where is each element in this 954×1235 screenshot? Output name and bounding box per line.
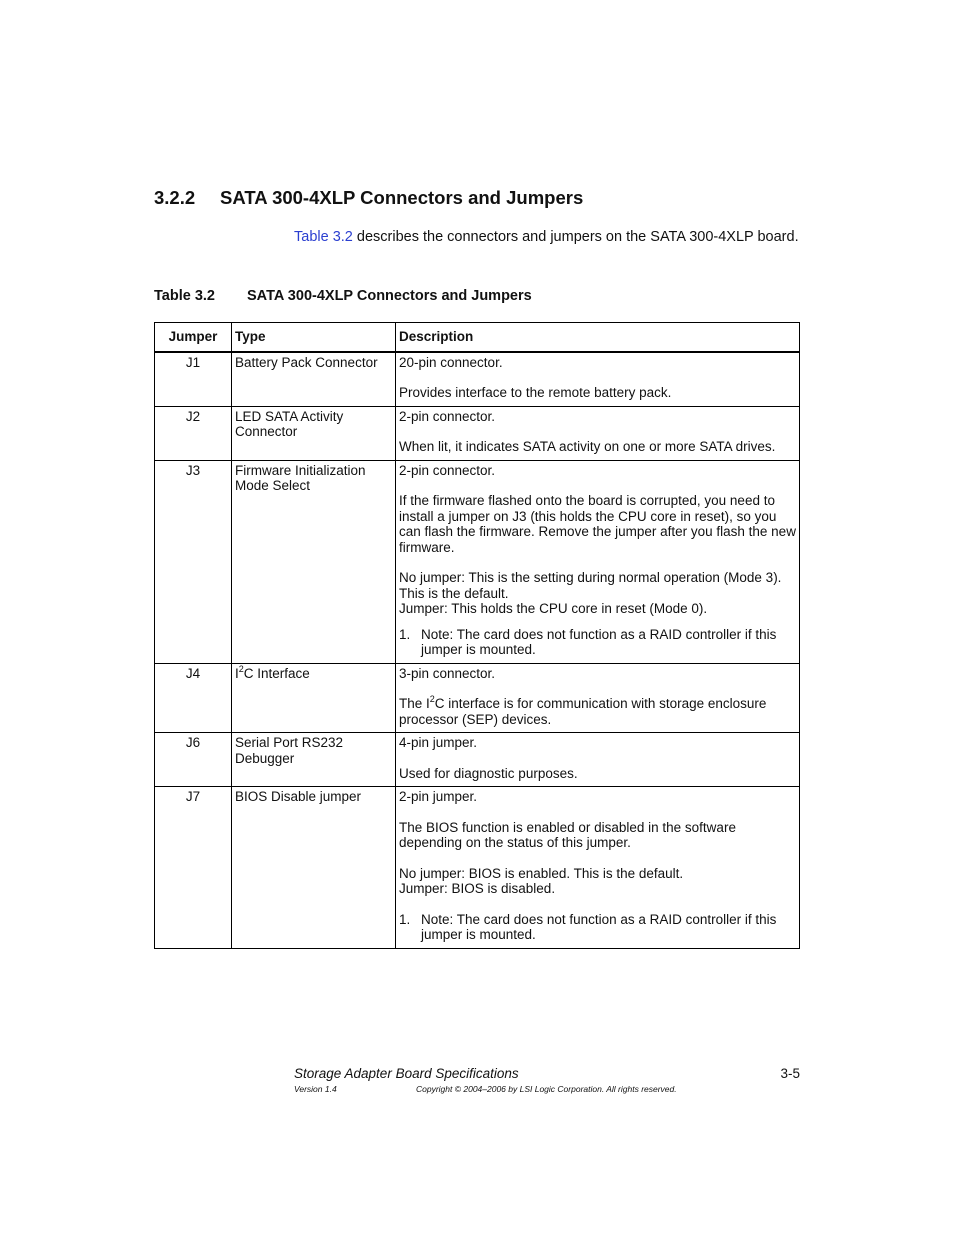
intro-text: describes the connectors and jumpers on the SATA 300-4XLP board. bbox=[352, 229, 799, 245]
type-superscript: 2 bbox=[238, 663, 244, 674]
jumper-cell: J4 bbox=[155, 663, 232, 733]
note-text: Note: The card does not function as a RAID controller if this jumper is mounted. bbox=[421, 626, 777, 657]
note-text: Note: The card does not function as a RAID controller if this jumper is mounted. bbox=[421, 911, 777, 942]
description-line: The BIOS function is enabled or disabled in the software depending on the status of this jumper. bbox=[399, 819, 736, 850]
intro-paragraph bbox=[294, 227, 804, 247]
description-line: No jumper: This is the setting during normal operation (Mode 3). This is the default. bbox=[399, 570, 782, 601]
description-line: 20-pin connector. bbox=[399, 354, 503, 370]
type-cell: LED SATA Activity Connector bbox=[232, 406, 396, 460]
description-line: When lit, it indicates SATA activity on one or more SATA drives. bbox=[399, 439, 776, 454]
table-header-row bbox=[155, 323, 800, 352]
description-cell bbox=[396, 787, 800, 949]
description-superscript: 2 bbox=[429, 694, 435, 704]
connectors-table bbox=[154, 322, 800, 949]
description-line: 2-pin connector. bbox=[399, 462, 496, 478]
type-cell: Serial Port RS232 Debugger bbox=[232, 733, 396, 787]
section-number: 3.2.2 bbox=[154, 187, 196, 208]
table-row bbox=[155, 352, 800, 407]
description-cell bbox=[396, 460, 800, 663]
header-description: Description bbox=[396, 323, 800, 352]
table-row bbox=[155, 663, 800, 733]
type-cell bbox=[232, 663, 396, 733]
footer-page-number: 3-5 bbox=[780, 1066, 800, 1081]
description-line: Provides interface to the remote battery pack. bbox=[399, 385, 672, 400]
table-row bbox=[155, 733, 800, 787]
note-item bbox=[399, 627, 796, 658]
description-cell bbox=[396, 406, 800, 460]
header-jumper: Jumper bbox=[155, 323, 232, 352]
footer-version: Version 1.4 bbox=[294, 1084, 337, 1094]
note-number: 1. bbox=[399, 626, 411, 642]
jumper-cell: J3 bbox=[155, 460, 232, 663]
footer-copyright: Copyright © 2004–2006 by LSI Logic Corporation. All rights reserved. bbox=[416, 1084, 677, 1094]
jumper-cell: J6 bbox=[155, 733, 232, 787]
header-type: Type bbox=[232, 323, 396, 352]
note-item bbox=[399, 912, 796, 943]
table-row bbox=[155, 406, 800, 460]
description-text: C interface is for communication with storage enclosure processor (SEP) devices. bbox=[399, 696, 767, 727]
type-cell: Firmware Initialization Mode Select bbox=[232, 460, 396, 663]
type-cell: BIOS Disable jumper bbox=[232, 787, 396, 949]
description-text: The I bbox=[399, 696, 430, 711]
description-line: No jumper: BIOS is enabled. This is the default. bbox=[399, 865, 684, 881]
description-line: 3-pin connector. bbox=[399, 665, 496, 681]
type-text: C Interface bbox=[243, 665, 310, 681]
table-caption-title: SATA 300-4XLP Connectors and Jumpers bbox=[247, 288, 532, 304]
description-line: 2-pin connector. bbox=[399, 408, 496, 424]
jumper-cell: J7 bbox=[155, 787, 232, 949]
type-text: I bbox=[235, 665, 239, 681]
jumper-cell: J1 bbox=[155, 352, 232, 407]
section-title: SATA 300-4XLP Connectors and Jumpers bbox=[220, 187, 584, 208]
description-line: 4-pin jumper. bbox=[399, 735, 478, 750]
type-cell: Battery Pack Connector bbox=[232, 352, 396, 407]
description-line: Jumper: BIOS is disabled. bbox=[399, 881, 556, 896]
footer-document-title: Storage Adapter Board Specifications bbox=[294, 1066, 519, 1081]
description-cell bbox=[396, 352, 800, 407]
section-heading bbox=[154, 187, 583, 209]
description-line: 2-pin jumper. bbox=[399, 789, 478, 804]
description-line: If the firmware flashed onto the board is corrupted, you need to install a jumper on J3 (this holds the CPU core in reset), so you can flash the firmware. Remove the jumper after you flash the new firmware. bbox=[399, 493, 796, 555]
table-caption-number: Table 3.2 bbox=[154, 288, 215, 304]
description-line bbox=[399, 696, 796, 727]
note-number: 1. bbox=[399, 911, 411, 927]
description-cell bbox=[396, 663, 800, 733]
table-row bbox=[155, 460, 800, 663]
description-line: Jumper: This holds the CPU core in reset (Mode 0). bbox=[399, 601, 708, 616]
table-caption bbox=[154, 288, 532, 304]
jumper-cell: J2 bbox=[155, 406, 232, 460]
description-cell bbox=[396, 733, 800, 787]
description-line: Used for diagnostic purposes. bbox=[399, 765, 578, 781]
table-row bbox=[155, 787, 800, 949]
table-cross-reference-link[interactable]: Table 3.2 bbox=[294, 229, 353, 245]
